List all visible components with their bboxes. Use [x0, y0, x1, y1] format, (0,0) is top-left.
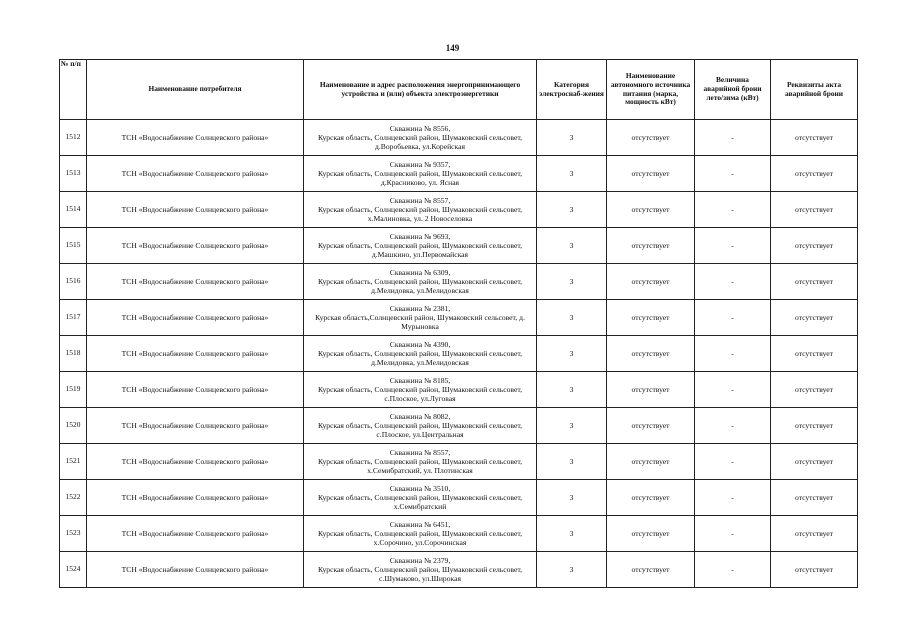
location-text: Курская область, Солнцевский район, Шумаковский сельсовет, д.Мелидовка, ул.Мелидовская [318, 348, 522, 368]
location-text: Курская область,Солнцевский район, Шумаковский сельсовет, д. Мурыновка [315, 312, 525, 332]
object-address [304, 444, 537, 480]
supply-category: 3 [537, 264, 607, 300]
table-row [60, 156, 858, 192]
object-address [304, 336, 537, 372]
emergency-reserve: - [695, 192, 771, 228]
well-name: Скважина № 9357, [389, 159, 451, 169]
consumer-name: ТСН «Водоснабжение Солнцевского района» [87, 228, 304, 264]
row-number: 1520 [60, 408, 87, 444]
consumer-name: ТСН «Водоснабжение Солнцевского района» [87, 552, 304, 588]
location-text: Курская область, Солнцевский район, Шумаковский сельсовет, х.Сорочино, ул.Сорочинская [318, 528, 522, 548]
consumers-table [59, 59, 858, 588]
emergency-reserve: - [695, 480, 771, 516]
consumer-name: ТСН «Водоснабжение Солнцевского района» [87, 192, 304, 228]
well-name: Скважина № 4390, [389, 339, 451, 349]
header-source: Наименование автономного источника питания (марка, мощность кВт) [607, 60, 695, 120]
row-number: 1524 [60, 552, 87, 588]
table-row [60, 192, 858, 228]
reserve-act: отсутствует [771, 480, 858, 516]
row-number: 1523 [60, 516, 87, 552]
row-number: 1517 [60, 300, 87, 336]
header-num: № п/п [60, 60, 87, 120]
supply-category: 3 [537, 480, 607, 516]
header-reserve: Величина аварийной брони лето/зима (кВт) [695, 60, 771, 120]
emergency-reserve: - [695, 228, 771, 264]
autonomous-source: отсутствует [607, 552, 695, 588]
emergency-reserve: - [695, 408, 771, 444]
supply-category: 3 [537, 372, 607, 408]
supply-category: 3 [537, 408, 607, 444]
reserve-act: отсутствует [771, 156, 858, 192]
location-text: Курская область, Солнцевский район, Шумаковский сельсовет, х.Семибратский, ул. Плотинская [318, 456, 522, 476]
location-text: Курская область, Солнцевский район, Шумаковский сельсовет, д.Воробьевка, ул.Корейская [318, 132, 522, 152]
consumer-name: ТСН «Водоснабжение Солнцевского района» [87, 372, 304, 408]
table-header-row [60, 60, 858, 120]
table-row [60, 480, 858, 516]
header-consumer: Наименование потребителя [87, 60, 304, 120]
object-address [304, 228, 537, 264]
reserve-act: отсутствует [771, 372, 858, 408]
well-name: Скважина № 9693, [389, 231, 451, 241]
row-number: 1514 [60, 192, 87, 228]
row-number: 1522 [60, 480, 87, 516]
location-text: Курская область, Солнцевский район, Шумаковский сельсовет, д.Машкино, ул.Первомайская [318, 240, 522, 260]
table-row [60, 408, 858, 444]
header-category: Категория электроснаб-жения [537, 60, 607, 120]
autonomous-source: отсутствует [607, 156, 695, 192]
reserve-act: отсутствует [771, 408, 858, 444]
supply-category: 3 [537, 300, 607, 336]
header-act: Реквизиты акта аварийной брони [771, 60, 858, 120]
consumer-name: ТСН «Водоснабжение Солнцевского района» [87, 264, 304, 300]
object-address [304, 192, 537, 228]
reserve-act: отсутствует [771, 444, 858, 480]
well-name: Скважина № 8185, [389, 375, 451, 385]
table-row [60, 444, 858, 480]
supply-category: 3 [537, 336, 607, 372]
location-text: Курская область, Солнцевский район, Шумаковский сельсовет, с.Плоское, ул.Центральная [318, 420, 522, 440]
object-address [304, 408, 537, 444]
autonomous-source: отсутствует [607, 120, 695, 156]
supply-category: 3 [537, 444, 607, 480]
object-address [304, 156, 537, 192]
supply-category: 3 [537, 120, 607, 156]
table-row [60, 120, 858, 156]
row-number: 1519 [60, 372, 87, 408]
autonomous-source: отсутствует [607, 192, 695, 228]
location-text: Курская область, Солнцевский район, Шумаковский сельсовет, д.Красниково, ул. Ясная [318, 168, 522, 188]
table-row [60, 336, 858, 372]
row-number: 1512 [60, 120, 87, 156]
object-address [304, 372, 537, 408]
location-text: Курская область, Солнцевский район, Шумаковский сельсовет, х.Семибратский [318, 492, 522, 512]
reserve-act: отсутствует [771, 300, 858, 336]
well-name: Скважина № 6451, [389, 519, 451, 529]
supply-category: 3 [537, 192, 607, 228]
well-name: Скважина № 8082, [389, 411, 451, 421]
object-address [304, 516, 537, 552]
object-address [304, 552, 537, 588]
table-row [60, 300, 858, 336]
emergency-reserve: - [695, 444, 771, 480]
well-name: Скважина № 8556, [389, 123, 451, 133]
table-row [60, 516, 858, 552]
table-row [60, 552, 858, 588]
reserve-act: отсутствует [771, 552, 858, 588]
autonomous-source: отсутствует [607, 372, 695, 408]
object-address [304, 480, 537, 516]
reserve-act: отсутствует [771, 264, 858, 300]
reserve-act: отсутствует [771, 120, 858, 156]
consumer-name: ТСН «Водоснабжение Солнцевского района» [87, 480, 304, 516]
well-name: Скважина № 2381, [389, 303, 451, 313]
autonomous-source: отсутствует [607, 444, 695, 480]
object-address [304, 264, 537, 300]
page-number: 149 [445, 43, 460, 53]
supply-category: 3 [537, 156, 607, 192]
well-name: Скважина № 2379, [389, 555, 451, 565]
consumer-name: ТСН «Водоснабжение Солнцевского района» [87, 300, 304, 336]
supply-category: 3 [537, 228, 607, 264]
autonomous-source: отсутствует [607, 516, 695, 552]
well-name: Скважина № 8557, [389, 447, 451, 457]
reserve-act: отсутствует [771, 228, 858, 264]
autonomous-source: отсутствует [607, 336, 695, 372]
consumer-name: ТСН «Водоснабжение Солнцевского района» [87, 516, 304, 552]
consumer-name: ТСН «Водоснабжение Солнцевского района» [87, 156, 304, 192]
row-number: 1515 [60, 228, 87, 264]
autonomous-source: отсутствует [607, 408, 695, 444]
emergency-reserve: - [695, 552, 771, 588]
consumer-name: ТСН «Водоснабжение Солнцевского района» [87, 444, 304, 480]
location-text: Курская область, Солнцевский район, Шумаковский сельсовет, х.Малиновка, ул. 2 Новоселовка [318, 204, 522, 224]
reserve-act: отсутствует [771, 192, 858, 228]
object-address [304, 300, 537, 336]
table-row [60, 372, 858, 408]
location-text: Курская область, Солнцевский район, Шумаковский сельсовет, с.Плоское, ул.Луговая [318, 384, 522, 404]
autonomous-source: отсутствует [607, 300, 695, 336]
well-name: Скважина № 8557, [389, 195, 451, 205]
well-name: Скважина № 3510, [389, 483, 451, 493]
table-row [60, 228, 858, 264]
row-number: 1521 [60, 444, 87, 480]
consumer-name: ТСН «Водоснабжение Солнцевского района» [87, 408, 304, 444]
well-name: Скважина № 6309, [389, 267, 451, 277]
emergency-reserve: - [695, 156, 771, 192]
autonomous-source: отсутствует [607, 228, 695, 264]
row-number: 1513 [60, 156, 87, 192]
reserve-act: отсутствует [771, 336, 858, 372]
autonomous-source: отсутствует [607, 264, 695, 300]
emergency-reserve: - [695, 516, 771, 552]
emergency-reserve: - [695, 372, 771, 408]
emergency-reserve: - [695, 300, 771, 336]
emergency-reserve: - [695, 120, 771, 156]
emergency-reserve: - [695, 264, 771, 300]
autonomous-source: отсутствует [607, 480, 695, 516]
reserve-act: отсутствует [771, 516, 858, 552]
object-address [304, 120, 537, 156]
consumer-name: ТСН «Водоснабжение Солнцевского района» [87, 120, 304, 156]
emergency-reserve: - [695, 336, 771, 372]
supply-category: 3 [537, 552, 607, 588]
row-number: 1518 [60, 336, 87, 372]
consumer-name: ТСН «Водоснабжение Солнцевского района» [87, 336, 304, 372]
table-row [60, 264, 858, 300]
location-text: Курская область, Солнцевский район, Шумаковский сельсовет, д.Мелидовка, ул.Мелидовская [318, 276, 522, 296]
row-number: 1516 [60, 264, 87, 300]
supply-category: 3 [537, 516, 607, 552]
location-text: Курская область, Солнцевский район, Шумаковский сельсовет, с.Шумаково, ул.Широкая [318, 564, 522, 584]
header-address: Наименование и адрес расположения энергопринимающего устройства и (или) объекта электроэнергетики [304, 60, 537, 120]
